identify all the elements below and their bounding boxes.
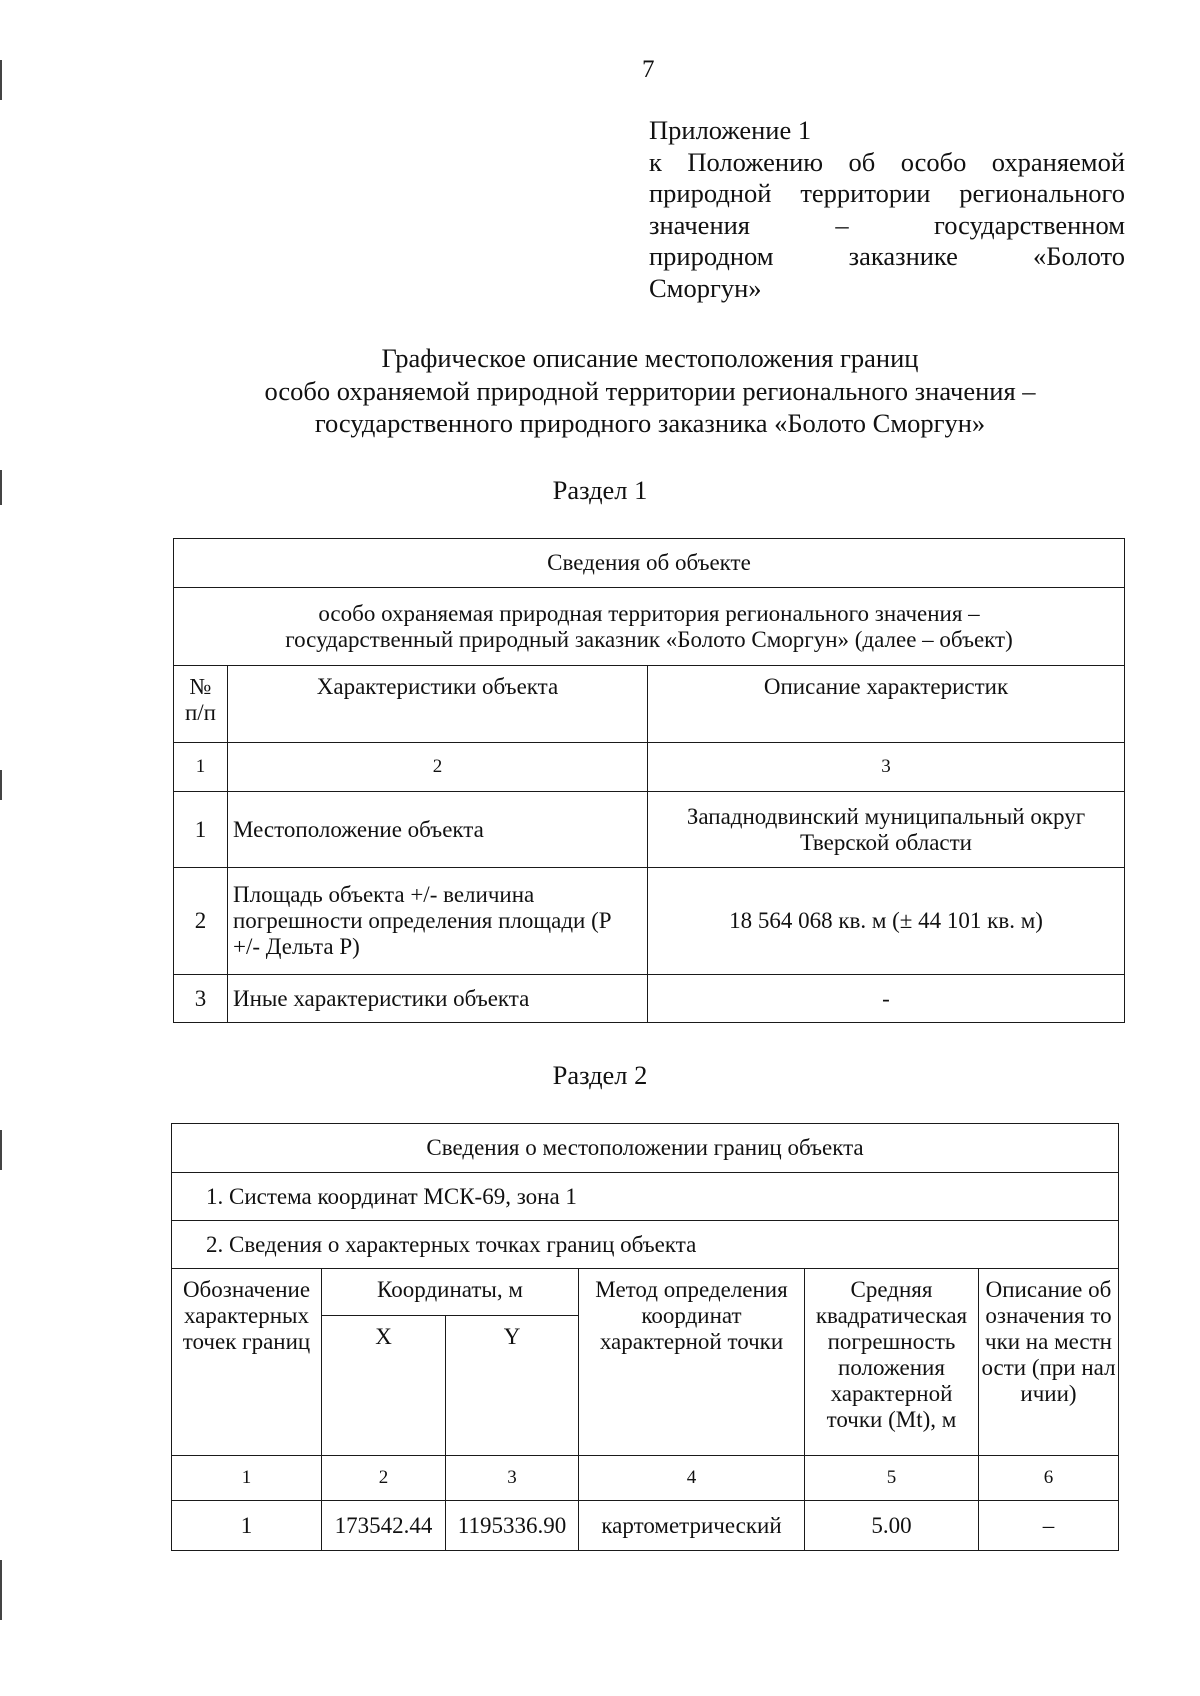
column-number: 3 [446, 1456, 579, 1501]
point-error: 5.00 [805, 1501, 979, 1551]
table-title: Сведения о местоположении границ объекта [172, 1124, 1119, 1173]
column-number: 2 [228, 743, 648, 792]
point-id: 1 [172, 1501, 322, 1551]
header-point-description: Описание обозначения точки на местности (при наличии) [979, 1269, 1119, 1456]
column-number: 2 [322, 1456, 446, 1501]
column-number: 1 [172, 1456, 322, 1501]
column-number: 3 [648, 743, 1125, 792]
object-name-line: государственный природный заказник «Болото Сморгун» (далее – объект) [285, 626, 1013, 652]
header-number: № п/п [174, 666, 228, 743]
column-number: 6 [979, 1456, 1119, 1501]
row-value: - [648, 975, 1125, 1023]
point-method: картометрический [579, 1501, 805, 1551]
row-name: Иные характеристики объекта [228, 975, 648, 1023]
row-name: Площадь объекта +/- величина погрешности определения площади (Р +/- Дельта Р) [228, 868, 648, 975]
point-x: 173542.44 [322, 1501, 446, 1551]
object-name [174, 588, 1125, 666]
table-title: Сведения об объекте [174, 539, 1125, 588]
scan-edge-mark [0, 1130, 2, 1170]
page-number: 7 [642, 56, 655, 83]
header-coordinates: Координаты, м [322, 1269, 579, 1316]
table-row [174, 868, 1125, 975]
point-description: – [979, 1501, 1119, 1551]
title-line: государственного природного заказника «Болото Сморгун» [314, 408, 986, 438]
table-row [174, 975, 1125, 1023]
header-y: Y [446, 1316, 579, 1456]
header-x: X [322, 1316, 446, 1456]
scan-edge-mark [0, 1560, 2, 1620]
object-info-table [173, 538, 1125, 1023]
header-description: Описание характеристик [648, 666, 1125, 743]
document-title [100, 342, 1200, 440]
row-value: Западнодвинский муниципальный округ Тверской области [648, 792, 1125, 868]
boundary-points-table [171, 1123, 1119, 1551]
scan-edge-mark [0, 770, 2, 800]
title-line: особо охраняемой природной территории регионального значения – [264, 375, 1036, 406]
header-error: Средняя квадратическая погрешность положения характерной точки (Mt), м [805, 1269, 979, 1456]
scan-edge-mark [0, 60, 2, 100]
section1-heading: Раздел 1 [552, 475, 648, 505]
appendix-line: Приложение 1 [649, 115, 812, 145]
table-row [172, 1501, 1119, 1551]
appendix-line: Сморгун» [649, 272, 762, 303]
header-designation: Обозначение характерных точек границ [172, 1269, 322, 1456]
points-info: 2. Сведения о характерных точках границ объекта [172, 1221, 1119, 1269]
title-line: Графическое описание местоположения границ [381, 343, 919, 373]
row-number: 2 [174, 868, 228, 975]
column-number: 5 [805, 1456, 979, 1501]
point-y: 1195336.90 [446, 1501, 579, 1551]
appendix-line: природном заказнике «Болото [649, 241, 1125, 271]
row-number: 1 [174, 792, 228, 868]
appendix-line: к Положению об особо охраняемой [649, 146, 1125, 177]
appendix-line: значения – государственном [649, 209, 1125, 240]
table-row [174, 792, 1125, 868]
column-number: 4 [579, 1456, 805, 1501]
header-method: Метод определения координат характерной точки [579, 1269, 805, 1456]
header-characteristics: Характеристики объекта [228, 666, 648, 743]
row-value: 18 564 068 кв. м (± 44 101 кв. м) [648, 868, 1125, 975]
section2-heading: Раздел 2 [552, 1060, 648, 1090]
object-name-line: особо охраняемая природная территория регионального значения – [318, 600, 980, 626]
appendix-line: природной территории регионального [649, 178, 1125, 208]
row-number: 3 [174, 975, 228, 1023]
column-number: 1 [174, 743, 228, 792]
row-name: Местоположение объекта [228, 792, 648, 868]
appendix-caption [649, 115, 1125, 304]
coordinate-system: 1. Система координат МСК-69, зона 1 [172, 1173, 1119, 1221]
